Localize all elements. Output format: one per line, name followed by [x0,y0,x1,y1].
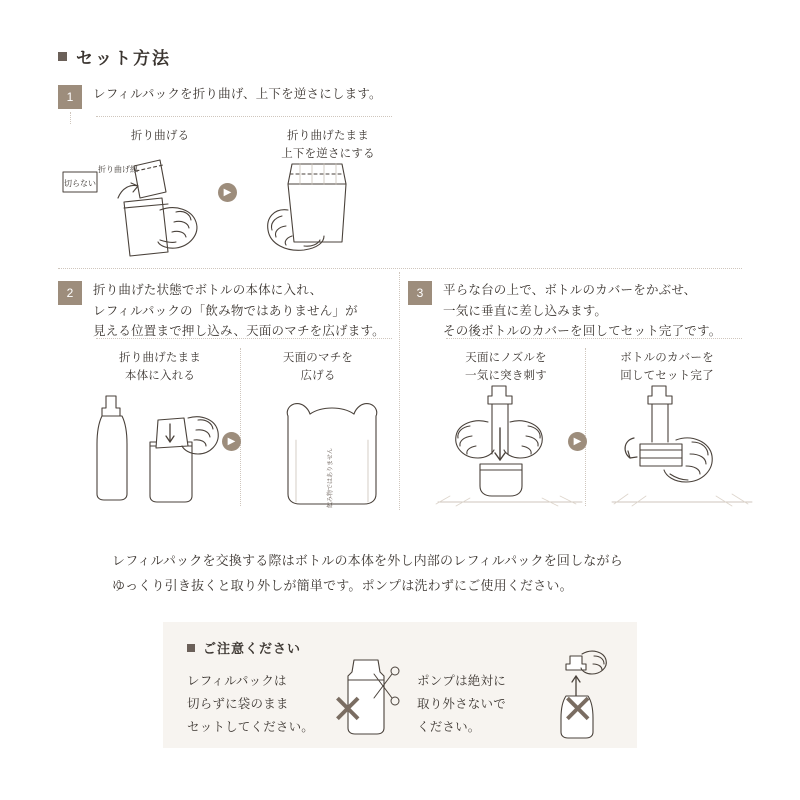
divider-step1-tick [70,112,71,124]
step-3-caption-1 [436,350,576,386]
step-3-caption-2-line1: ボトルのカバーを [620,352,714,364]
step-3-caption-2 [592,350,742,386]
step-3-caption-2-line2: 回してセット完了 [620,369,714,382]
step-1-text: レフィルパックを折り曲げ、上下を逆さにします。 [93,87,382,101]
step-2-illustration-right [262,386,412,510]
divider-steps-top [58,268,742,269]
label-cut: 切らない [64,179,96,188]
label-fold-line: 折り曲げ線 [98,165,138,174]
caution-left-line3: セットしてください。 [187,720,315,735]
step-2-illustration-left [80,390,240,510]
step-3-header [408,280,748,342]
step-2-caption-2-line2: 広げる [300,369,336,382]
step-2-text-line2: レフィルパックの「飲み物ではありません」が [93,303,358,318]
step-2-caption-2 [248,350,388,386]
square-bullet-icon [58,52,67,61]
caution-left-line1: レフィルパックは [187,674,287,688]
step-1-number: 1 [58,85,82,109]
caution-right-line2: 取り外さないで [417,697,506,712]
step-3-caption-1-line2: 一気に突き刺す [465,369,547,382]
step-2-text-line3: 見える位置まで押し込み、天面のマチを広げます。 [93,324,385,339]
step-1-caption-2-line2: 上下を逆さにする [281,147,375,160]
step-3-arrow-icon: ▶ [568,432,587,451]
caution-right-line3: ください。 [417,720,481,735]
exchange-note-line2: ゆっくり引き抜くと取り外しが簡単です。ポンプは洗わずにご使用ください。 [112,578,573,594]
step-3-illustration-left [430,382,590,510]
step-2-caption-2-line1: 天面のマチを [282,352,354,364]
caution-panel [163,622,637,748]
step-3-caption-1-line1: 天面にノズルを [465,352,547,364]
caution-left-text [187,670,337,739]
step-2-caption-1 [90,350,230,386]
caution-heading-text: ご注意ください [203,641,302,656]
step-3-text [443,280,721,342]
divider-step2 [96,338,392,339]
step-1-illustration-left [60,150,250,260]
step-3-text-line3: その後ボトルのカバーを回してセット完了です。 [443,324,722,339]
step-1-caption-2-line1: 折り曲げたまま [287,130,369,142]
step-2-text-line1: 折り曲げた状態でボトルの本体に入れ、 [93,283,323,297]
step-1-caption-1: 折り曲げる [130,130,190,142]
caution-right-line1: ポンプは絶対に [417,674,506,688]
x-cross-icon-right: ✕ [561,688,595,732]
step-1-arrow-icon: ▶ [218,183,237,202]
step-1-illustration-right [260,147,410,260]
exchange-note [112,548,712,599]
step-3-illustration-right [606,382,756,510]
caution-left-line2: 切らずに袋のまま [187,697,289,712]
divider-step2-inner [240,348,241,506]
step-2-arrow-icon: ▶ [222,432,241,451]
step-3-text-line1: 平らな台の上で、ボトルのカバーをかぶせ、 [443,283,697,297]
divider-step3 [446,338,742,339]
x-cross-icon-left: ✕ [331,688,365,732]
pack-label: 飲み物ではありません [328,447,334,509]
step-1-header [58,84,388,109]
step-3-text-line2: 一気に垂直に差し込みます。 [443,303,608,318]
step-2-header [58,280,388,342]
step-3-number: 3 [408,281,432,305]
step-2-caption-1-line2: 本体に入れる [124,369,196,382]
page-title: セット方法 [76,49,171,68]
step-2-caption-1-line1: 折り曲げたまま [119,352,201,364]
step-2-text [93,280,385,342]
square-bullet-icon [187,644,195,652]
caution-heading [187,638,301,657]
step-2-number: 2 [58,281,82,305]
divider-step1 [96,116,392,117]
exchange-note-line1: レフィルパックを交換する際はボトルの本体を外し内部のレフィルパックを回しながら [112,553,623,568]
section-heading [58,44,171,69]
